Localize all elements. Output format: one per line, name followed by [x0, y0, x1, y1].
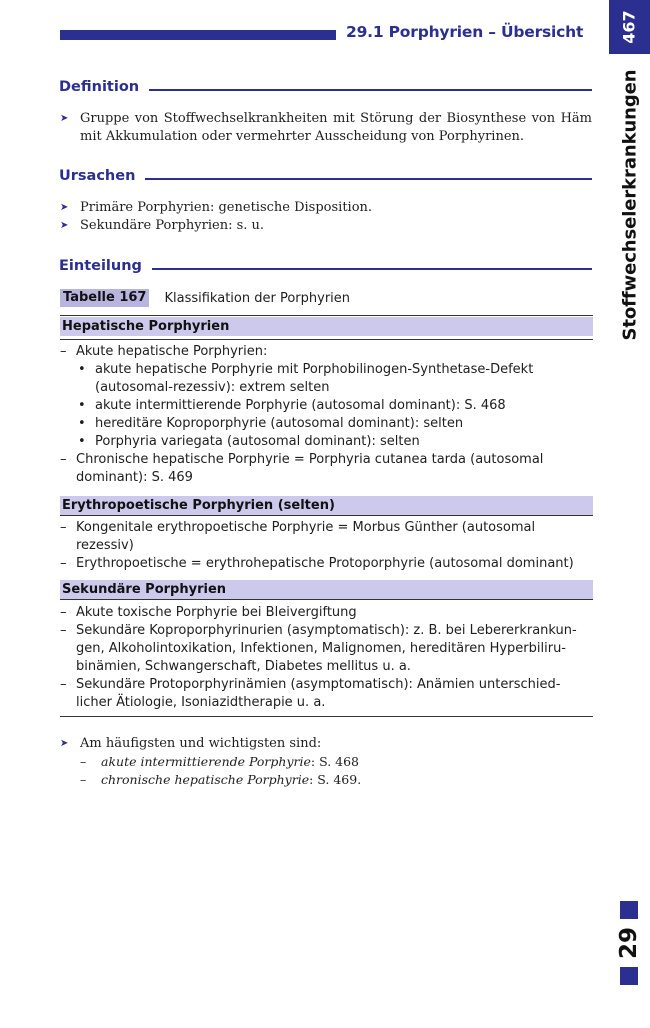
- bullet-dot-icon: •: [78, 398, 86, 413]
- table-rule: [60, 339, 593, 340]
- section-rule: [149, 89, 592, 91]
- table-top-rule: [60, 315, 593, 316]
- page-number-tab: [609, 0, 650, 54]
- bullet-dot-icon: •: [78, 434, 86, 449]
- table-bottom-rule: [60, 716, 593, 717]
- table-group-list: [60, 604, 593, 712]
- table-title: Klassifikation der Porphyrien: [164, 290, 351, 306]
- table-caption: [60, 289, 350, 307]
- section-heading: Einteilung: [59, 258, 142, 274]
- chapter-marker-bottom: [620, 967, 638, 985]
- header-bar: [60, 30, 336, 40]
- table-rule: [60, 515, 593, 516]
- summary-list: [60, 735, 592, 789]
- arrow-bullet-icon: ➤: [60, 738, 69, 749]
- section-heading: Definition: [59, 79, 140, 95]
- table-group-heading: Sekundäre Porphyrien: [60, 580, 593, 599]
- arrow-bullet-icon: ➤: [60, 113, 69, 124]
- section-ursachen: [59, 166, 592, 186]
- table-item: – Sekundäre Protoporphyrinämien (asymptomatisch): Anämien unterschied-licher Ätiologie, Isoniazidtherapie u. a.: [60, 677, 561, 710]
- table-rule: [60, 599, 593, 600]
- table-group-list: [60, 519, 593, 573]
- table-item: – Chronische hepatische Porphyrie = Porphyria cutanea tarda (autosomal dominant): S. 469: [60, 452, 544, 485]
- table-subitem: • hereditäre Koproporphyrie (autosomal dominant): selten: [78, 416, 464, 431]
- table-group-heading: Hepatische Porphyrien: [60, 317, 593, 336]
- table-sublist: [76, 361, 593, 451]
- section-rule: [152, 268, 592, 270]
- side-chapter-label: Stoffwechselerkrankungen: [619, 69, 641, 341]
- page-number: 467: [619, 10, 639, 44]
- table-item: – Erythropoetische = erythrohepatische Protoporphyrie (autosomal dominant): [60, 556, 574, 571]
- table-subitem: • Porphyria variegata (autosomal dominant): selten: [78, 434, 420, 449]
- table-item: – Akute toxische Porphyrie bei Bleivergiftung: [60, 605, 357, 620]
- list-item: ➤ Gruppe von Stoffwechselkrankheiten mit Störung der Biosynthese von Häm mit Akkumulation oder vermehrter Ausscheidung von Porphyrinen.: [60, 111, 592, 144]
- table-group-list: [60, 343, 593, 487]
- table-item: – Sekundäre Koproporphyrinurien (asymptomatisch): z. B. bei Lebererkrankun-gen, Alkoholintoxikation, Infektionen, Malignomen, hereditären Hyperbiliru-binämien, Schwangerschaft, Diabetes mellitus u. a.: [60, 623, 577, 674]
- chapter-title: 29.1 Porphyrien – Übersicht: [346, 23, 584, 41]
- ursachen-list: [60, 199, 592, 235]
- chapter-number: 29: [616, 926, 642, 960]
- definition-list: [60, 110, 592, 146]
- section-einteilung: [59, 256, 592, 276]
- table-subitem: • akute intermittierende Porphyrie (autosomal dominant): S. 468: [78, 398, 506, 413]
- table-item: – Kongenitale erythropoetische Porphyrie = Morbus Günther (autosomal rezessiv): [60, 520, 536, 553]
- chapter-marker-top: [620, 901, 638, 919]
- section-definition: [59, 77, 592, 97]
- list-item: ➤ Sekundäre Porphyrien: s. u.: [60, 218, 265, 233]
- section-heading: Ursachen: [59, 168, 136, 184]
- list-item: ➤ Primäre Porphyrien: genetische Disposition.: [60, 200, 373, 215]
- list-subitem: – akute intermittierende Porphyrie: S. 468: [80, 754, 360, 769]
- bullet-dot-icon: •: [78, 416, 86, 431]
- table-item: – Akute hepatische Porphyrien: • akute hepatische Porphyrie mit Porphobilinogen-Synthetase-Defekt (autosomal-rezessiv): extrem selten • akute intermittierende Porphyrie (autosomal dominant): S. 468 • hereditäre Koproporphyrie (autosomal dominant): selten • Porphyria variegata (autosomal dominant): selten: [60, 343, 593, 451]
- arrow-bullet-icon: ➤: [60, 202, 69, 213]
- section-rule: [145, 178, 592, 180]
- table-tag: Tabelle 167: [60, 289, 149, 307]
- table-subitem: • akute hepatische Porphyrie mit Porphobilinogen-Synthetase-Defekt (autosomal-rezessiv): extrem selten: [78, 362, 534, 395]
- bullet-dot-icon: •: [78, 362, 86, 377]
- table-group-heading: Erythropoetische Porphyrien (selten): [60, 496, 593, 515]
- list-item: ➤ Am häufigsten und wichtigsten sind:: [60, 736, 322, 751]
- arrow-bullet-icon: ➤: [60, 220, 69, 231]
- list-subitem: – chronische hepatische Porphyrie: S. 469.: [80, 772, 362, 787]
